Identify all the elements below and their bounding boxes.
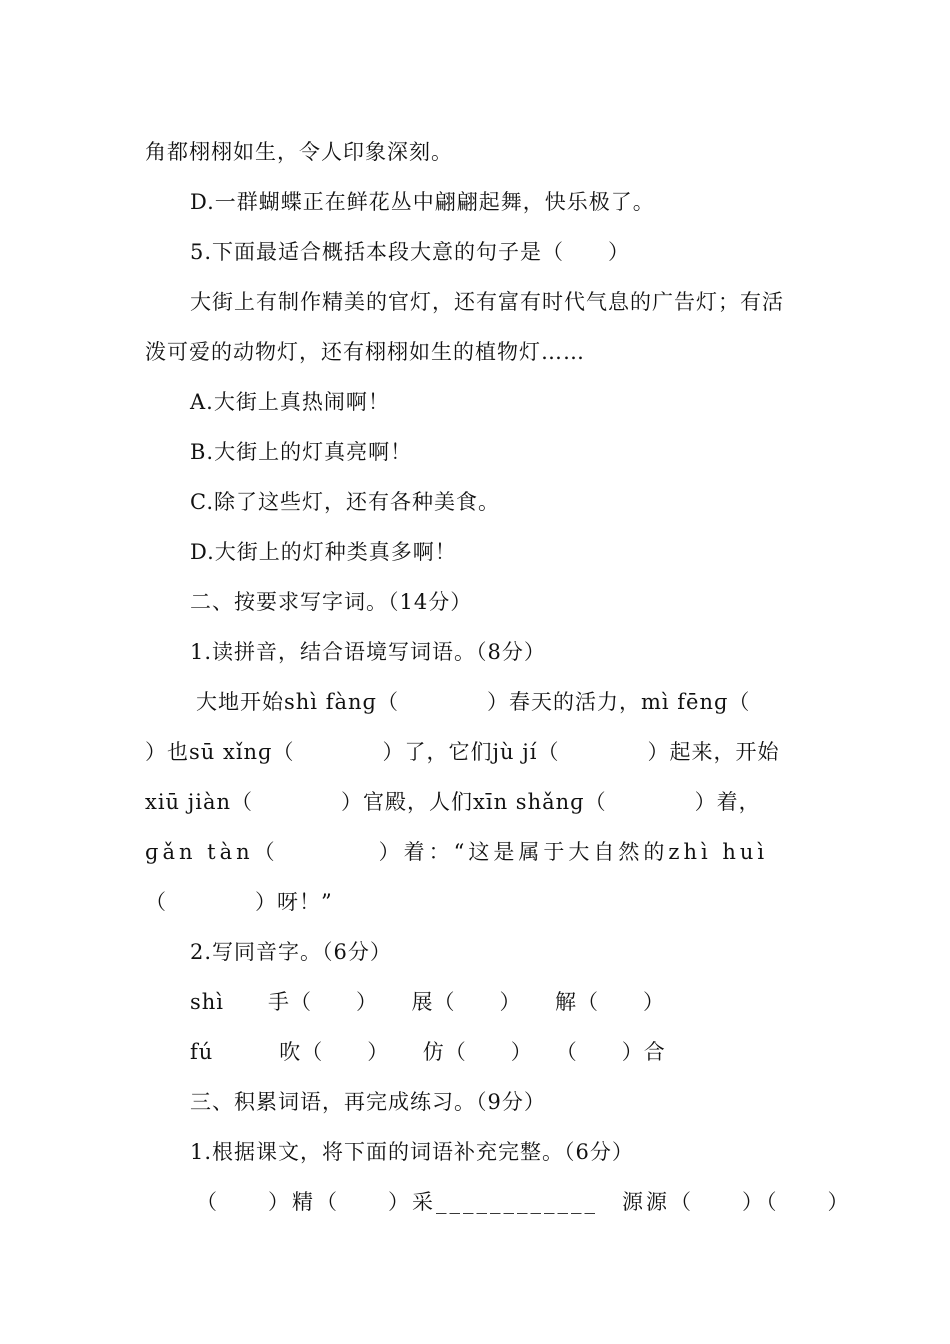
pinyin-line-5: （ ）呀！” (145, 890, 333, 914)
pinyin-line-1: 大地开始shì fànɡ（ ）春天的活力，mì fēnɡ（ (196, 690, 751, 714)
pinyin-line-4: ɡǎn tàn（ ）着：“这是属于大自然的zhì huì (145, 840, 769, 864)
option-c: C.除了这些灯，还有各种美食。 (190, 490, 500, 514)
passage-line-2: 泼可爱的动物灯，还有栩栩如生的植物灯…… (145, 340, 585, 364)
homophone-row-fu: fú 吹（ ） 仿（ ） （ ）合 (190, 1040, 666, 1064)
passage-line-1: 大街上有制作精美的官灯，还有富有时代气息的广告灯；有活 (190, 290, 784, 314)
pinyin-line-3: xiū jiàn（ ）官殿，人们xīn shǎnɡ（ ）着， (145, 790, 761, 814)
question-2-1: 1.读拼音，结合语境写词语。（8分） (190, 640, 546, 664)
homophone-row-shi: shì 手（ ） 展（ ） 解（ ） (190, 990, 666, 1014)
section-2-heading: 二、按要求写字词。（14分） (190, 590, 473, 614)
option-b: B.大街上的灯真亮啊！ (190, 440, 413, 464)
question-2-2: 2.写同音字。（6分） (190, 940, 392, 964)
pinyin-line-2: ）也sū xǐnɡ（ ）了，它们jù jí（ ）起来，开始 (145, 740, 780, 764)
text-line-1: 角都栩栩如生，令人印象深刻。 (145, 140, 453, 164)
option-a: A.大街上真热闹啊！ (190, 390, 390, 414)
question-5: 5.下面最适合概括本段大意的句子是（ ） (190, 240, 631, 264)
word-fill-line: （ ）精（ ）采____________ 源源（ ）（ ） (196, 1190, 852, 1214)
section-3-heading: 三、积累词语，再完成练习。（9分） (190, 1090, 546, 1114)
option-d: D.大街上的灯种类真多啊！ (190, 540, 457, 564)
question-3-1: 1.根据课文，将下面的词语补充完整。（6分） (190, 1140, 634, 1164)
option-d-line: D.一群蝴蝶正在鲜花丛中翩翩起舞，快乐极了。 (190, 190, 655, 214)
